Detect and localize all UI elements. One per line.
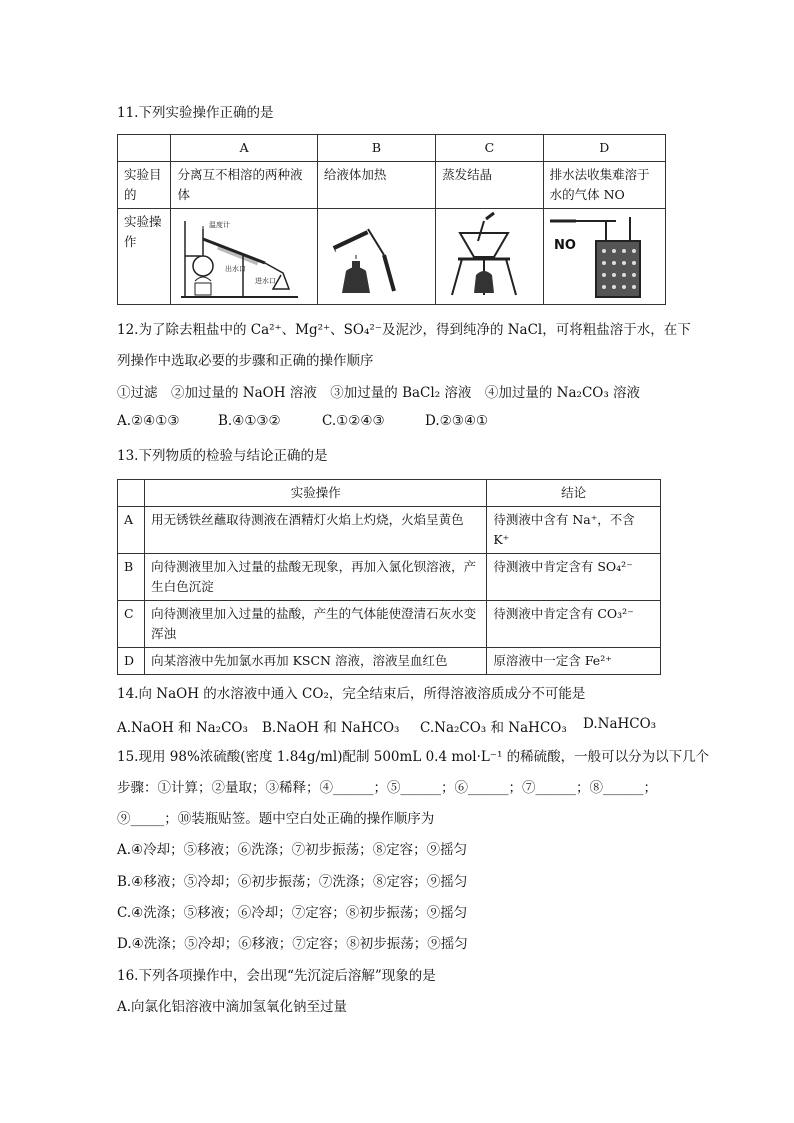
q14-option-a[interactable]: A.NaOH 和 Na₂CO₃ [117, 720, 248, 736]
q13-row-result: 原溶液中一定含 Fe²⁺ [487, 648, 661, 675]
water-out-label: 出水口 [225, 265, 247, 273]
q12-option-c[interactable]: C.①②④③ [322, 413, 385, 429]
q11-row1-label: 实验目的 [118, 162, 171, 209]
q13-header-conclusion: 结论 [487, 480, 661, 507]
q11-header-c: C [436, 135, 543, 162]
q12-stem-line2: 列操作中选取必要的步骤和正确的操作顺序 [117, 353, 374, 369]
thermometer-label: 温度计 [209, 221, 231, 229]
q11-apparatus-d [543, 209, 665, 305]
q11-purpose-d: 排水法收集难溶于水的气体 NO [543, 162, 665, 209]
q12-steps: ①过滤 ②加过量的 NaOH 溶液 ③加过量的 BaCl₂ 溶液 ④加过量的 Na₂CO₃ 溶液 [117, 385, 641, 401]
q15-stem-line2: 步骤：①计算；②量取；③稀释；④______；⑤______；⑥______；⑦______；⑧______； [117, 780, 657, 796]
q13-header-operation: 实验操作 [145, 480, 487, 507]
q14-option-d[interactable]: D.NaHCO₃ [583, 716, 657, 732]
q15-option-b[interactable]: B.④移液；⑤冷却；⑥初步振荡；⑦洗涤；⑧定容；⑨摇匀 [117, 874, 468, 890]
q13-row-label: D [118, 648, 145, 675]
q13-row-op: 用无锈铁丝蘸取待测液在酒精灯火焰上灼烧，火焰呈黄色 [145, 507, 487, 554]
q16-stem: 16.下列各项操作中，会出现“先沉淀后溶解”现象的是 [117, 968, 436, 984]
q11-table [117, 134, 666, 305]
q11-row2-label: 实验操作 [118, 209, 171, 305]
gas-collection-bottle-image [546, 211, 652, 301]
q13-row-label: A [118, 507, 145, 554]
q11-purpose-a: 分离互不相溶的两种液体 [171, 162, 317, 209]
q13-row-label: B [118, 554, 145, 601]
q13-row-op: 向待测液里加入过量的盐酸，产生的气体能使澄清石灰水变浑浊 [145, 601, 487, 648]
q15-stem-line1: 15.现用 98%浓硫酸(密度 1.84g/ml)配制 500mL 0.4 mol·L⁻¹ 的稀硫酸，一般可以分为以下几个 [117, 749, 710, 765]
q13-row-result: 待测液中肯定含有 SO₄²⁻ [487, 554, 661, 601]
evaporation-dish-image [438, 211, 530, 301]
q13-row-result: 待测液中含有 Na⁺，不含 K⁺ [487, 507, 661, 554]
q11-purpose-c: 蒸发结晶 [436, 162, 543, 209]
q11-apparatus-b [317, 209, 435, 305]
q13-table [117, 479, 661, 675]
q15-stem-line3: ⑨_____；⑩装瓶贴签。题中空白处正确的操作顺序为 [117, 811, 435, 827]
water-in-label: 进水口 [255, 277, 277, 285]
q11-stem: 11.下列实验操作正确的是 [117, 105, 274, 121]
q12-option-d[interactable]: D.②③④① [425, 413, 489, 429]
q12-option-a[interactable]: A.②④①③ [117, 413, 180, 429]
q15-option-c[interactable]: C.④洗涤；⑤移液；⑥冷却；⑦定容；⑧初步振荡；⑨摇匀 [117, 905, 468, 921]
q13-row-result: 待测液中肯定含有 CO₃²⁻ [487, 601, 661, 648]
q13-row-label: C [118, 601, 145, 648]
q11-apparatus-a [171, 209, 317, 305]
q14-stem: 14.向 NaOH 的水溶液中通入 CO₂，完全结束后，所得溶液溶质成分不可能是 [117, 686, 586, 702]
q11-header-b: B [317, 135, 435, 162]
q14-option-b[interactable]: B.NaOH 和 NaHCO₃ [262, 720, 400, 736]
q13-row-op: 向待测液里加入过量的盐酸无现象，再加入氯化钡溶液，产生白色沉淀 [145, 554, 487, 601]
q11-header-d: D [543, 135, 665, 162]
liquid-heating-image [320, 211, 422, 301]
no-gas-label: NO [553, 238, 576, 253]
q15-option-d[interactable]: D.④洗涤；⑤冷却；⑥移液；⑦定容；⑧初步振荡；⑨摇匀 [117, 936, 468, 952]
q12-stem-line1: 12.为了除去粗盐中的 Ca²⁺、Mg²⁺、SO₄²⁻及泥沙，得到纯净的 NaCl，可将粗盐溶于水，在下 [117, 322, 691, 338]
q11-apparatus-c [436, 209, 543, 305]
q11-purpose-b: 给液体加热 [317, 162, 435, 209]
q16-option-a[interactable]: A.向氯化铝溶液中滴加氢氧化钠至过量 [117, 999, 348, 1015]
q13-row-op: 向某溶液中先加氯水再加 KSCN 溶液，溶液呈血红色 [145, 648, 487, 675]
q15-option-a[interactable]: A.④冷却；⑤移液；⑥洗涤；⑦初步振荡；⑧定容；⑨摇匀 [117, 842, 468, 858]
q12-option-b[interactable]: B.④①③② [218, 413, 281, 429]
q13-stem: 13.下列物质的检验与结论正确的是 [117, 448, 328, 464]
q11-header-a: A [171, 135, 317, 162]
q14-option-c[interactable]: C.Na₂CO₃ 和 NaHCO₃ [420, 720, 567, 736]
distillation-apparatus-image [173, 211, 303, 301]
